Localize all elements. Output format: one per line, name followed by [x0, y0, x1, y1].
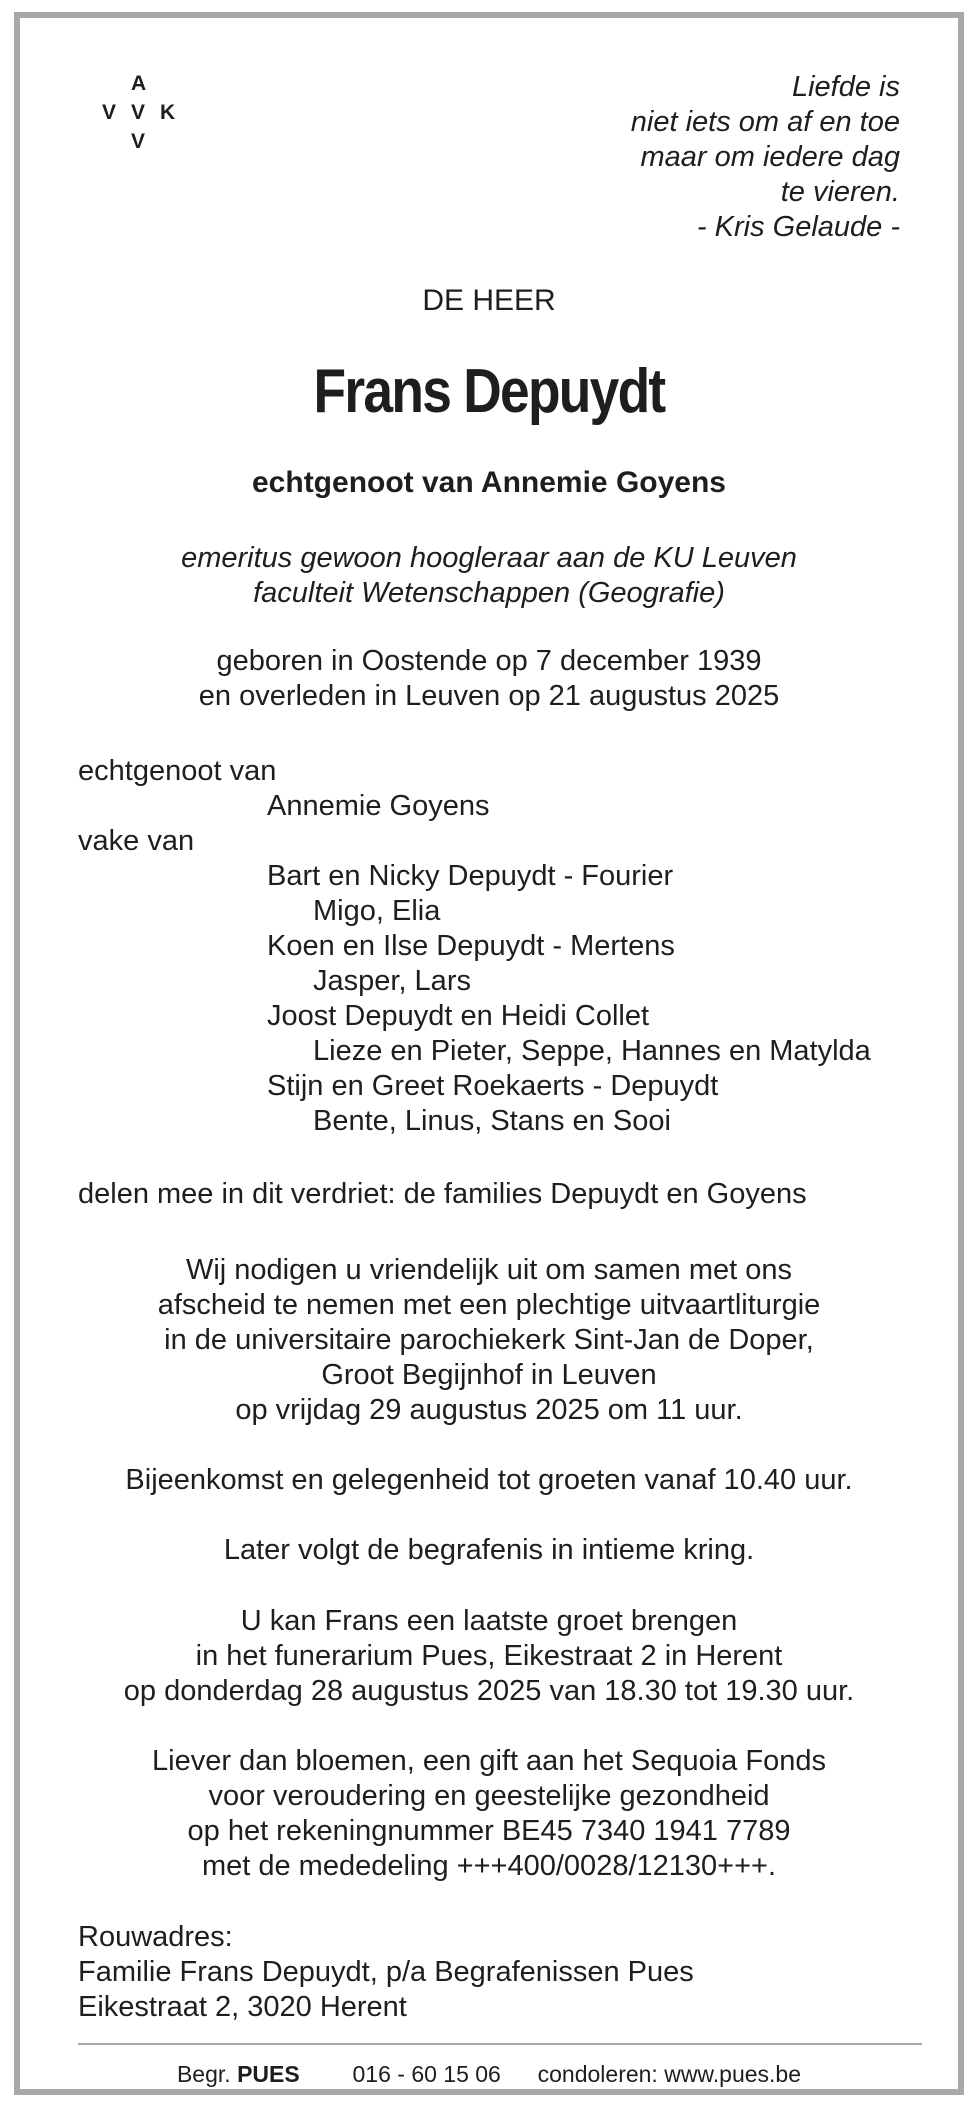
footer-phone: 016 - 60 15 06 [352, 2061, 501, 2087]
donation-line: Liever dan bloemen, een gift aan het Sequoia Fonds [152, 1745, 826, 1777]
address-line: Eikestraat 2, 3020 Herent [78, 1991, 407, 2023]
child-couple: Koen en Ilse Depuydt - Mertens [267, 930, 675, 962]
child-couple: Stijn en Greet Roekaerts - Depuydt [267, 1070, 719, 1102]
grandchildren: Jasper, Lars [313, 965, 471, 997]
invitation-line: Groot Begijnhof in Leuven [321, 1359, 657, 1391]
donation-line: voor veroudering en geestelijke gezondheid [208, 1780, 770, 1812]
logo-letter-right: K [160, 101, 176, 124]
logo-letter-bottom: V [131, 130, 146, 153]
invitation-line: in de universitaire parochiekerk Sint-Jan de Doper, [164, 1324, 814, 1356]
undertaker-name: PUES [237, 2061, 300, 2087]
honorific: DE HEER [422, 284, 556, 317]
notice-frame [14, 12, 964, 2095]
address-label: Rouwadres: [78, 1921, 233, 1953]
footer [20, 2061, 958, 2088]
logo-letter-top: A [131, 72, 147, 95]
spouse-name: Annemie Goyens [267, 790, 490, 822]
burial-line: Later volgt de begrafenis in intieme kring. [223, 1534, 755, 1566]
death-line: en overleden in Leuven op 21 augustus 2025 [198, 680, 780, 712]
visitation-line: in het funerarium Pues, Eikestraat 2 in Herent [195, 1640, 783, 1672]
spouse-line: echtgenoot van Annemie Goyens [252, 466, 726, 499]
quote-line: te vieren. [780, 176, 900, 208]
donation-line: op het rekeningnummer BE45 7340 1941 7789 [187, 1815, 791, 1847]
logo-letter-middle: V [131, 101, 146, 124]
funeral-invitation [20, 1253, 958, 1428]
invitation-line: afscheid te nemen met een plechtige uitvaartliturgie [157, 1289, 821, 1321]
spouse-label: echtgenoot van [78, 755, 277, 787]
invitation-line: op vrijdag 29 augustus 2025 om 11 uur. [235, 1394, 743, 1426]
grandchildren: Migo, Elia [313, 895, 441, 927]
vvk-cross-logo [82, 58, 202, 158]
quote [631, 70, 900, 245]
donation-info [20, 1744, 958, 1884]
family-list [78, 754, 871, 1139]
quote-line: niet iets om af en toe [630, 106, 900, 138]
footer-prefix: Begr. [176, 2061, 231, 2087]
quote-line: maar om iedere dag [640, 141, 900, 173]
invitation-line: Wij nodigen u vriendelijk uit om samen met ons [185, 1254, 793, 1286]
mourning-address [78, 1920, 694, 2025]
child-couple: Joost Depuydt en Heidi Collet [267, 1000, 650, 1032]
address-line: Familie Frans Depuydt, p/a Begrafenissen Pues [78, 1956, 694, 1988]
gathering-line: Bijeenkomst en gelegenheid tot groeten vanaf 10.40 uur. [125, 1464, 853, 1496]
profession-line: faculteit Wetenschappen (Geografie) [253, 577, 725, 609]
logo-letter-left: V [102, 101, 117, 124]
footer-condolences: condoleren: www.pues.be [537, 2061, 802, 2087]
birth-line: geboren in Oostende op 7 december 1939 [216, 645, 762, 677]
donation-line: met de mededeling +++400/0028/12130+++. [201, 1850, 777, 1882]
profession-line: emeritus gewoon hoogleraar aan de KU Leuven [181, 542, 797, 574]
grandfather-label: vake van [78, 825, 195, 857]
visitation-line: U kan Frans een laatste groet brengen [240, 1605, 738, 1637]
quote-author: - Kris Gelaude - [696, 211, 900, 243]
life-dates [20, 644, 958, 714]
footer-divider [78, 2043, 922, 2045]
quote-line: Liefde is [791, 71, 900, 103]
child-couple: Bart en Nicky Depuydt - Fourier [267, 860, 674, 892]
visitation-info [20, 1604, 958, 1709]
share-grief-line: delen mee in dit verdriet: de families Depuydt en Goyens [78, 1178, 807, 1210]
profession [20, 541, 958, 611]
deceased-name: Frans Depuydt [313, 357, 665, 426]
visitation-line: op donderdag 28 augustus 2025 van 18.30 tot 19.30 uur. [123, 1675, 855, 1707]
grandchildren: Lieze en Pieter, Seppe, Hannes en Matylda [313, 1035, 871, 1067]
grandchildren: Bente, Linus, Stans en Sooi [313, 1105, 671, 1137]
